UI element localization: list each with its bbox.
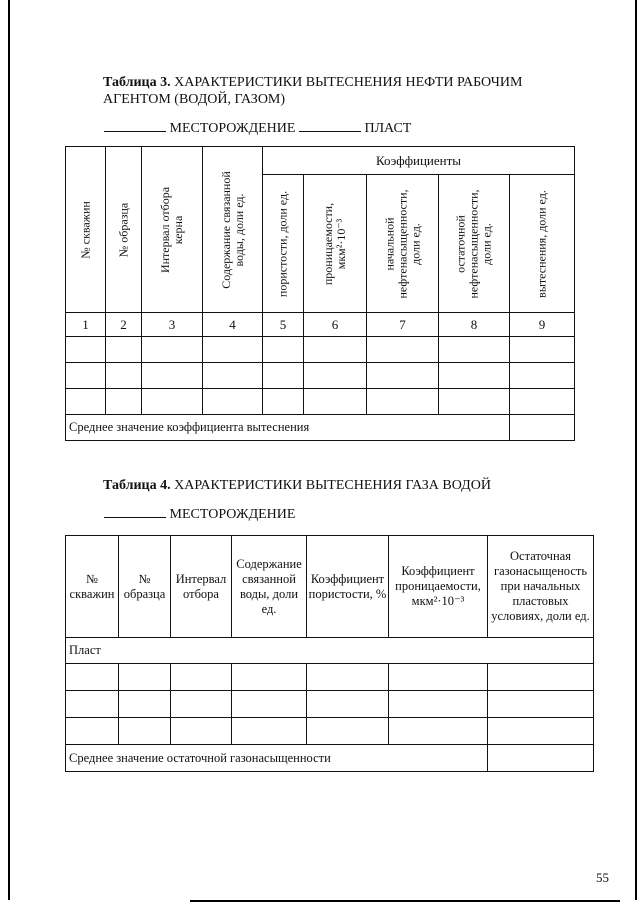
t3-colnum: 1 bbox=[66, 313, 106, 337]
table-cell[interactable] bbox=[142, 389, 203, 415]
table-cell[interactable] bbox=[307, 664, 389, 691]
table-cell[interactable] bbox=[203, 337, 263, 363]
t4-footer-row bbox=[66, 745, 594, 772]
t3-header-bound-water: Содержание связанной воды, доли ед. bbox=[203, 147, 263, 313]
table-row bbox=[66, 363, 575, 389]
table-cell[interactable] bbox=[439, 363, 510, 389]
page-frame-bottom bbox=[190, 900, 620, 902]
table-cell[interactable] bbox=[488, 718, 594, 745]
t3-colnum: 3 bbox=[142, 313, 203, 337]
table-cell[interactable] bbox=[488, 691, 594, 718]
table-row bbox=[66, 718, 594, 745]
t3-colnum: 2 bbox=[106, 313, 142, 337]
field-name-blank bbox=[104, 119, 166, 132]
table-cell[interactable] bbox=[307, 718, 389, 745]
table-cell[interactable] bbox=[304, 389, 367, 415]
t3-header-porosity: пористости, доли ед. bbox=[263, 175, 304, 313]
t4-header-porosity: Коэффициент пористости, % bbox=[307, 536, 389, 638]
table-cell[interactable] bbox=[304, 363, 367, 389]
table3-title-number: Таблица 3. bbox=[103, 75, 171, 90]
t3-header-interval: Интервал отбора керна bbox=[142, 147, 203, 313]
table-cell[interactable] bbox=[510, 363, 575, 389]
table-cell[interactable] bbox=[203, 363, 263, 389]
table-cell[interactable] bbox=[106, 363, 142, 389]
table4-title-number: Таблица 4. bbox=[103, 478, 171, 493]
table-cell[interactable] bbox=[171, 718, 232, 745]
table-cell[interactable] bbox=[389, 664, 488, 691]
t3-column-numbers bbox=[66, 313, 575, 337]
table-cell[interactable] bbox=[367, 389, 439, 415]
table-cell[interactable] bbox=[106, 337, 142, 363]
table-cell[interactable] bbox=[389, 691, 488, 718]
t4-header-sample: № образца bbox=[119, 536, 171, 638]
t3-colnum: 7 bbox=[367, 313, 439, 337]
table-row bbox=[66, 337, 575, 363]
t3-colnum: 5 bbox=[263, 313, 304, 337]
table-cell[interactable] bbox=[119, 718, 171, 745]
t3-header-displacement: вытеснения, доли ед. bbox=[510, 175, 575, 313]
table-cell[interactable] bbox=[232, 718, 307, 745]
t3-header-coefficients: Коэффициенты bbox=[263, 147, 575, 175]
table-cell[interactable] bbox=[367, 337, 439, 363]
table-cell[interactable] bbox=[66, 363, 106, 389]
table-cell[interactable] bbox=[263, 363, 304, 389]
table-cell[interactable] bbox=[232, 664, 307, 691]
table-cell[interactable] bbox=[119, 691, 171, 718]
table-cell[interactable] bbox=[510, 389, 575, 415]
table-cell[interactable] bbox=[488, 664, 594, 691]
t4-header-interval: Интервал отбора bbox=[171, 536, 232, 638]
page-number: 55 bbox=[596, 870, 609, 885]
table-cell[interactable] bbox=[142, 363, 203, 389]
table-cell[interactable] bbox=[367, 363, 439, 389]
table3-title bbox=[103, 74, 583, 108]
t3-header-initial-oil: начальной нефтенасыщенности, доли ед. bbox=[367, 175, 439, 313]
t3-footer-row bbox=[66, 415, 575, 441]
t4-layer-row bbox=[66, 638, 594, 664]
table-cell[interactable] bbox=[232, 691, 307, 718]
t4-header-residual-gas: Остаточная газонасыщеность при начальных пластовых условиях, доли ед. bbox=[488, 536, 594, 638]
table4-title bbox=[103, 477, 583, 494]
t4-footer-label: Среднее значение остаточной газонасыщенности bbox=[66, 745, 488, 772]
t4-header-well: № скважин bbox=[66, 536, 119, 638]
table-cell[interactable] bbox=[510, 337, 575, 363]
table-cell[interactable] bbox=[66, 718, 119, 745]
table-row bbox=[66, 664, 594, 691]
table-cell[interactable] bbox=[66, 691, 119, 718]
table-cell[interactable] bbox=[263, 389, 304, 415]
table4-field-line bbox=[104, 505, 295, 523]
t4-layer-label: Пласт bbox=[66, 638, 594, 664]
table4 bbox=[65, 535, 594, 772]
layer-name-blank bbox=[299, 119, 361, 132]
table3-title-text: ХАРАКТЕРИСТИКИ ВЫТЕСНЕНИЯ НЕФТИ РАБОЧИМ АГЕНТОМ (ВОДОЙ, ГАЗОМ) bbox=[103, 75, 523, 107]
table-cell[interactable] bbox=[389, 718, 488, 745]
t4-header-permeability: Коэффициент проницаемости, мкм²·10⁻³ bbox=[389, 536, 488, 638]
table-cell[interactable] bbox=[304, 337, 367, 363]
field-label: МЕСТОРОЖДЕНИЕ bbox=[169, 507, 296, 522]
t3-header-sample: № образца bbox=[106, 147, 142, 313]
t3-header-residual-oil: остаточной нефтенасыщенности, доли ед. bbox=[439, 175, 510, 313]
page-frame-left bbox=[8, 0, 10, 900]
table-cell[interactable] bbox=[171, 691, 232, 718]
table3 bbox=[65, 146, 575, 441]
table-cell[interactable] bbox=[119, 664, 171, 691]
t3-colnum: 4 bbox=[203, 313, 263, 337]
table3-field-line bbox=[104, 119, 411, 137]
field-label: МЕСТОРОЖДЕНИЕ bbox=[169, 121, 296, 136]
table-cell[interactable] bbox=[307, 691, 389, 718]
page-frame-right bbox=[635, 0, 637, 900]
t3-colnum: 9 bbox=[510, 313, 575, 337]
table-cell[interactable] bbox=[66, 337, 106, 363]
layer-label: ПЛАСТ bbox=[364, 121, 412, 136]
table-cell[interactable] bbox=[439, 337, 510, 363]
table4-title-text: ХАРАКТЕРИСТИКИ ВЫТЕСНЕНИЯ ГАЗА ВОДОЙ bbox=[170, 478, 491, 493]
t3-footer-value[interactable] bbox=[510, 415, 575, 441]
table-cell[interactable] bbox=[203, 389, 263, 415]
table-row bbox=[66, 691, 594, 718]
t3-colnum: 6 bbox=[304, 313, 367, 337]
t3-header-well: № скважин bbox=[66, 147, 106, 313]
table-cell[interactable] bbox=[142, 337, 203, 363]
table-cell[interactable] bbox=[66, 664, 119, 691]
table-cell[interactable] bbox=[263, 337, 304, 363]
field-name-blank bbox=[104, 505, 166, 518]
t3-header-permeability: проницаемости, мкм²·10⁻³ bbox=[304, 175, 367, 313]
table-cell[interactable] bbox=[439, 389, 510, 415]
table-row bbox=[66, 389, 575, 415]
t3-footer-label: Среднее значение коэффициента вытеснения bbox=[66, 415, 510, 441]
t3-colnum: 8 bbox=[439, 313, 510, 337]
t4-footer-value[interactable] bbox=[488, 745, 594, 772]
table-cell[interactable] bbox=[171, 664, 232, 691]
t4-header-bound-water: Содержание связанной воды, доли ед. bbox=[232, 536, 307, 638]
table-cell[interactable] bbox=[106, 389, 142, 415]
table-cell[interactable] bbox=[66, 389, 106, 415]
